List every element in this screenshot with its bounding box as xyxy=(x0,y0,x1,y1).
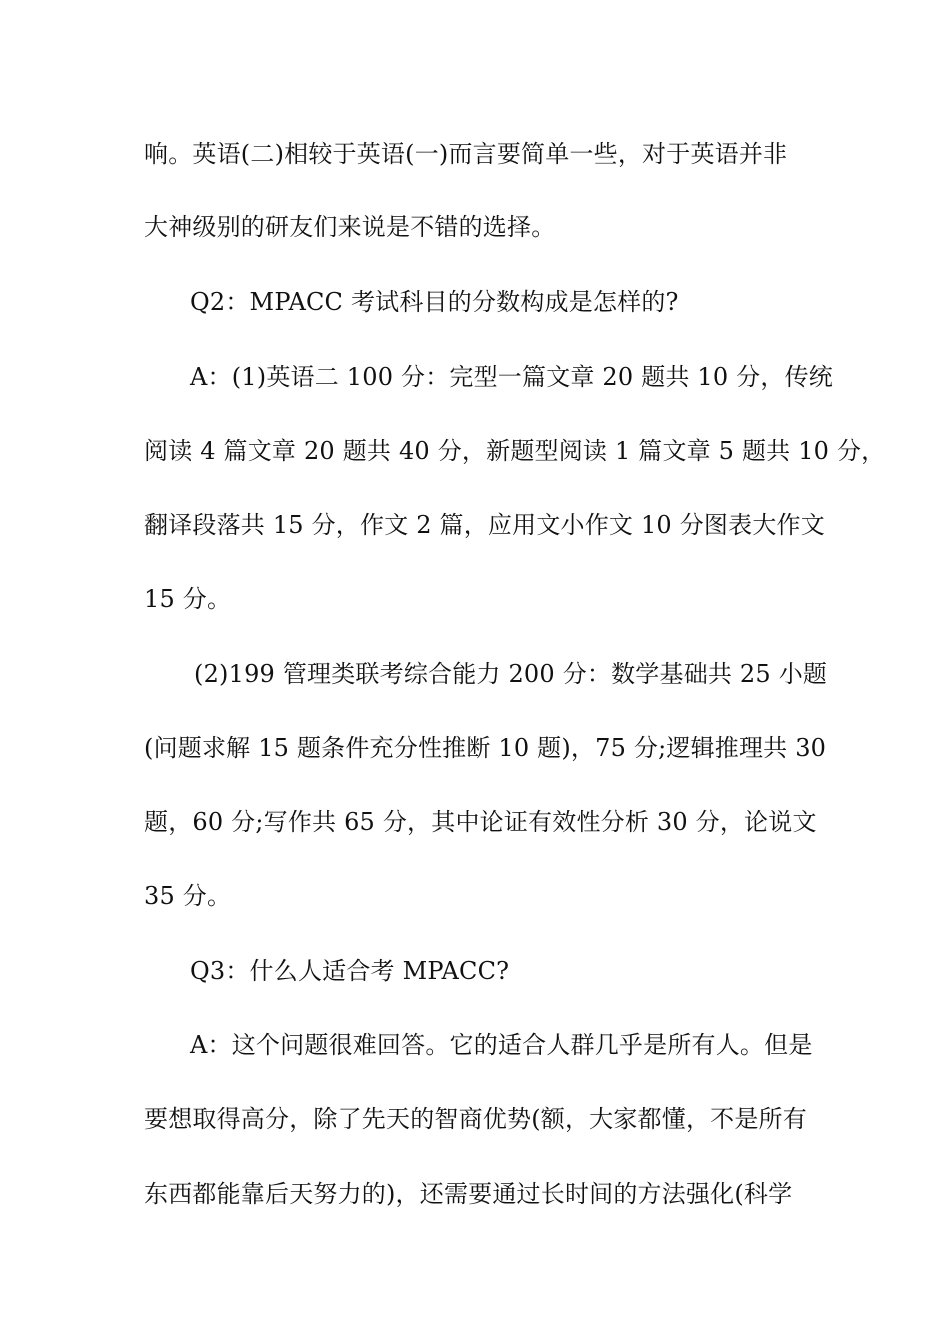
paragraph-line: 15 分。 xyxy=(144,585,232,613)
paragraph-line: 阅读 4 篇文章 20 题共 40 分，新题型阅读 1 篇文章 5 题共 10 分， xyxy=(144,437,886,465)
paragraph-line: 翻译段落共 15 分，作文 2 篇，应用文小作文 10 分图表大作文 xyxy=(144,511,825,539)
question-heading: Q2：MPACC 考试科目的分数构成是怎样的? xyxy=(190,288,679,316)
paragraph-line: (问题求解 15 题条件充分性推断 10 题)，75 分;逻辑推理共 30 xyxy=(144,734,827,762)
paragraph-line: A：这个问题很难回答。它的适合人群几乎是所有人。但是 xyxy=(190,1031,813,1059)
paragraph-line: 35 分。 xyxy=(144,882,232,910)
paragraph-line: 大神级别的研友们来说是不错的选择。 xyxy=(144,213,556,241)
paragraph-line: (2)199 管理类联考综合能力 200 分：数学基础共 25 小题 xyxy=(194,660,828,688)
paragraph-line: 响。英语(二)相较于英语(一)而言要简单一些，对于英语并非 xyxy=(144,140,788,168)
paragraph-line: 题，60 分;写作共 65 分，其中论证有效性分析 30 分，论说文 xyxy=(144,808,817,836)
question-heading: Q3：什么人适合考 MPACC? xyxy=(190,957,510,985)
paragraph-line: 东西都能靠后天努力的)，还需要通过长时间的方法强化(科学 xyxy=(144,1180,793,1208)
paragraph-line: A：(1)英语二 100 分：完型一篇文章 20 题共 10 分，传统 xyxy=(190,363,833,391)
paragraph-line: 要想取得高分，除了先天的智商优势(额，大家都懂，不是所有 xyxy=(144,1105,807,1133)
